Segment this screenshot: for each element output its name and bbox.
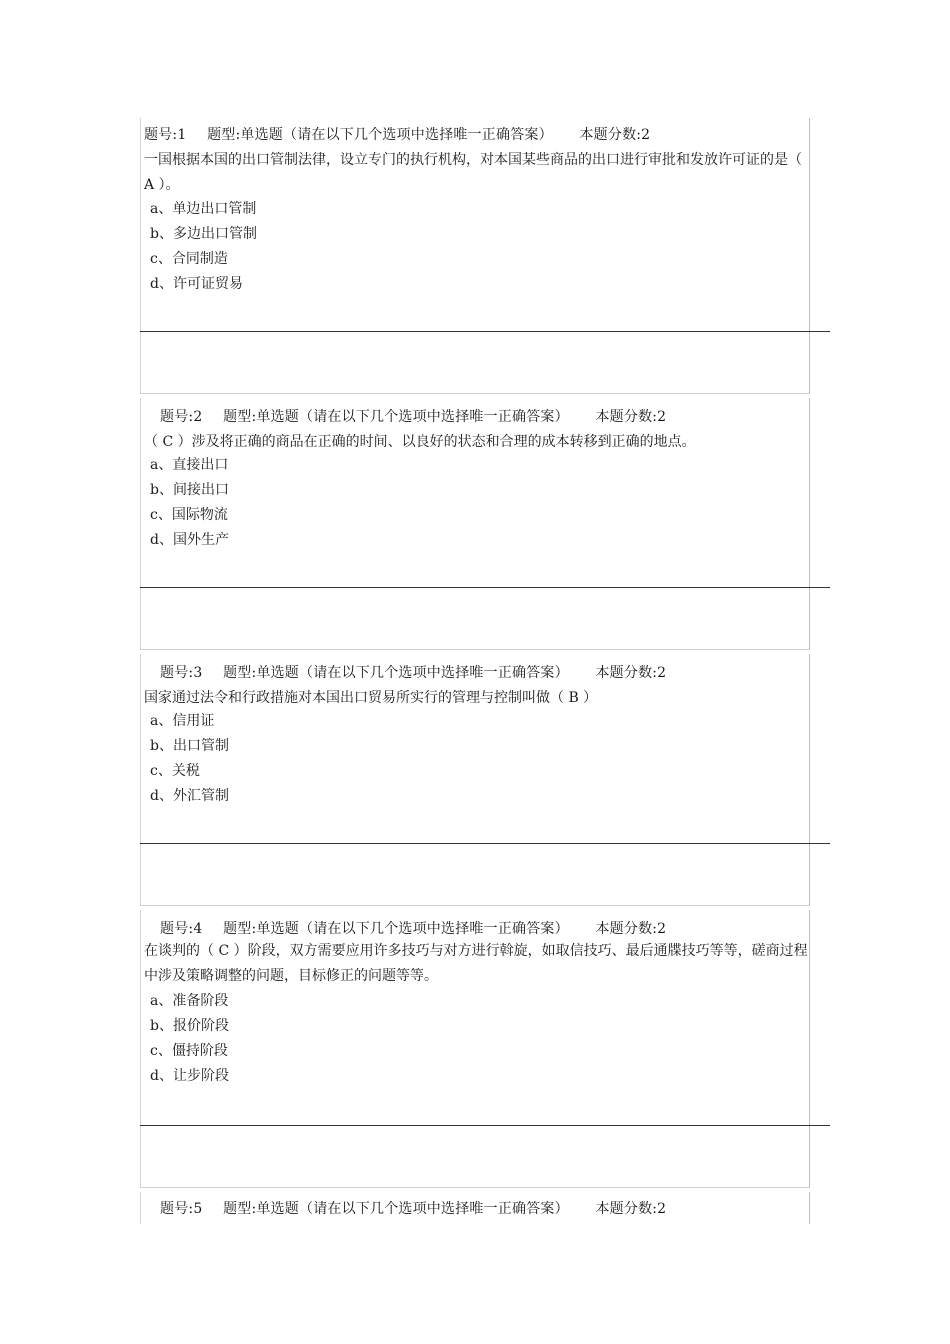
option-b[interactable]: b、多边出口管制 xyxy=(150,226,257,242)
option-d[interactable]: d、国外生产 xyxy=(150,532,229,548)
option-c[interactable]: c、僵持阶段 xyxy=(150,1043,228,1059)
option-a[interactable]: a、信用证 xyxy=(150,713,215,729)
question-header xyxy=(160,918,666,938)
question-stem: 一国根据本国的出口管制法律，设立专门的执行机构，对本国某些商品的出口进行审批和发放许可证的是（ A ）。 xyxy=(144,152,802,193)
option-list xyxy=(150,989,229,1089)
option-d[interactable]: d、许可证贸易 xyxy=(150,276,243,292)
option-list xyxy=(150,197,257,297)
question-score: 本题分数:2 xyxy=(595,921,667,937)
question-type: 题型:单选题（请在以下几个选项中选择唯一正确答案） xyxy=(223,665,569,681)
question-number: 题号:2 xyxy=(160,409,203,425)
option-list xyxy=(150,709,229,809)
question-header xyxy=(160,1198,666,1218)
question-header xyxy=(160,406,666,426)
question-stem: 国家通过法令和行政措施对本国出口贸易所实行的管理与控制叫做（ B ） xyxy=(144,690,598,706)
question-stem: 在谈判的（ C ）阶段，双方需要应用许多技巧与对方进行斡旋，如取信技巧、最后通牒技巧等等，磋商过程中涉及策略调整的问题，目标修正的问题等等。 xyxy=(144,943,808,984)
option-c[interactable]: c、合同制造 xyxy=(150,251,228,267)
option-c[interactable]: c、国际物流 xyxy=(150,507,228,523)
option-b[interactable]: b、报价阶段 xyxy=(150,1018,229,1034)
option-list xyxy=(150,453,229,553)
question-score: 本题分数:2 xyxy=(595,1201,667,1217)
question-number: 题号:5 xyxy=(160,1201,203,1217)
question-stem: （ C ）涉及将正确的商品在正确的时间、以良好的状态和合理的成本转移到正确的地点。 xyxy=(144,434,696,450)
option-d[interactable]: d、让步阶段 xyxy=(150,1068,229,1084)
question-type: 题型:单选题（请在以下几个选项中选择唯一正确答案） xyxy=(207,127,553,143)
option-c[interactable]: c、关税 xyxy=(150,763,200,779)
question-block-2 xyxy=(140,398,810,650)
question-number: 题号:4 xyxy=(160,921,203,937)
option-b[interactable]: b、出口管制 xyxy=(150,738,229,754)
question-number: 题号:1 xyxy=(144,127,187,143)
separator-line xyxy=(140,587,830,588)
question-block-3 xyxy=(140,654,810,906)
option-b[interactable]: b、间接出口 xyxy=(150,482,229,498)
question-type: 题型:单选题（请在以下几个选项中选择唯一正确答案） xyxy=(223,1201,569,1217)
question-type: 题型:单选题（请在以下几个选项中选择唯一正确答案） xyxy=(223,921,569,937)
question-block-1 xyxy=(140,118,810,394)
option-a[interactable]: a、直接出口 xyxy=(150,457,229,473)
question-block-4 xyxy=(140,910,810,1188)
option-d[interactable]: d、外汇管制 xyxy=(150,788,229,804)
option-a[interactable]: a、单边出口管制 xyxy=(150,201,257,217)
question-type: 题型:单选题（请在以下几个选项中选择唯一正确答案） xyxy=(223,409,569,425)
question-score: 本题分数:2 xyxy=(595,409,667,425)
separator-line xyxy=(140,1125,830,1126)
question-score: 本题分数:2 xyxy=(595,665,667,681)
separator-line xyxy=(140,331,830,332)
question-block-5 xyxy=(140,1192,810,1224)
option-a[interactable]: a、准备阶段 xyxy=(150,993,229,1009)
question-header xyxy=(144,124,650,144)
question-number: 题号:3 xyxy=(160,665,203,681)
separator-line xyxy=(140,843,830,844)
question-score: 本题分数:2 xyxy=(579,127,651,143)
question-header xyxy=(160,662,666,682)
